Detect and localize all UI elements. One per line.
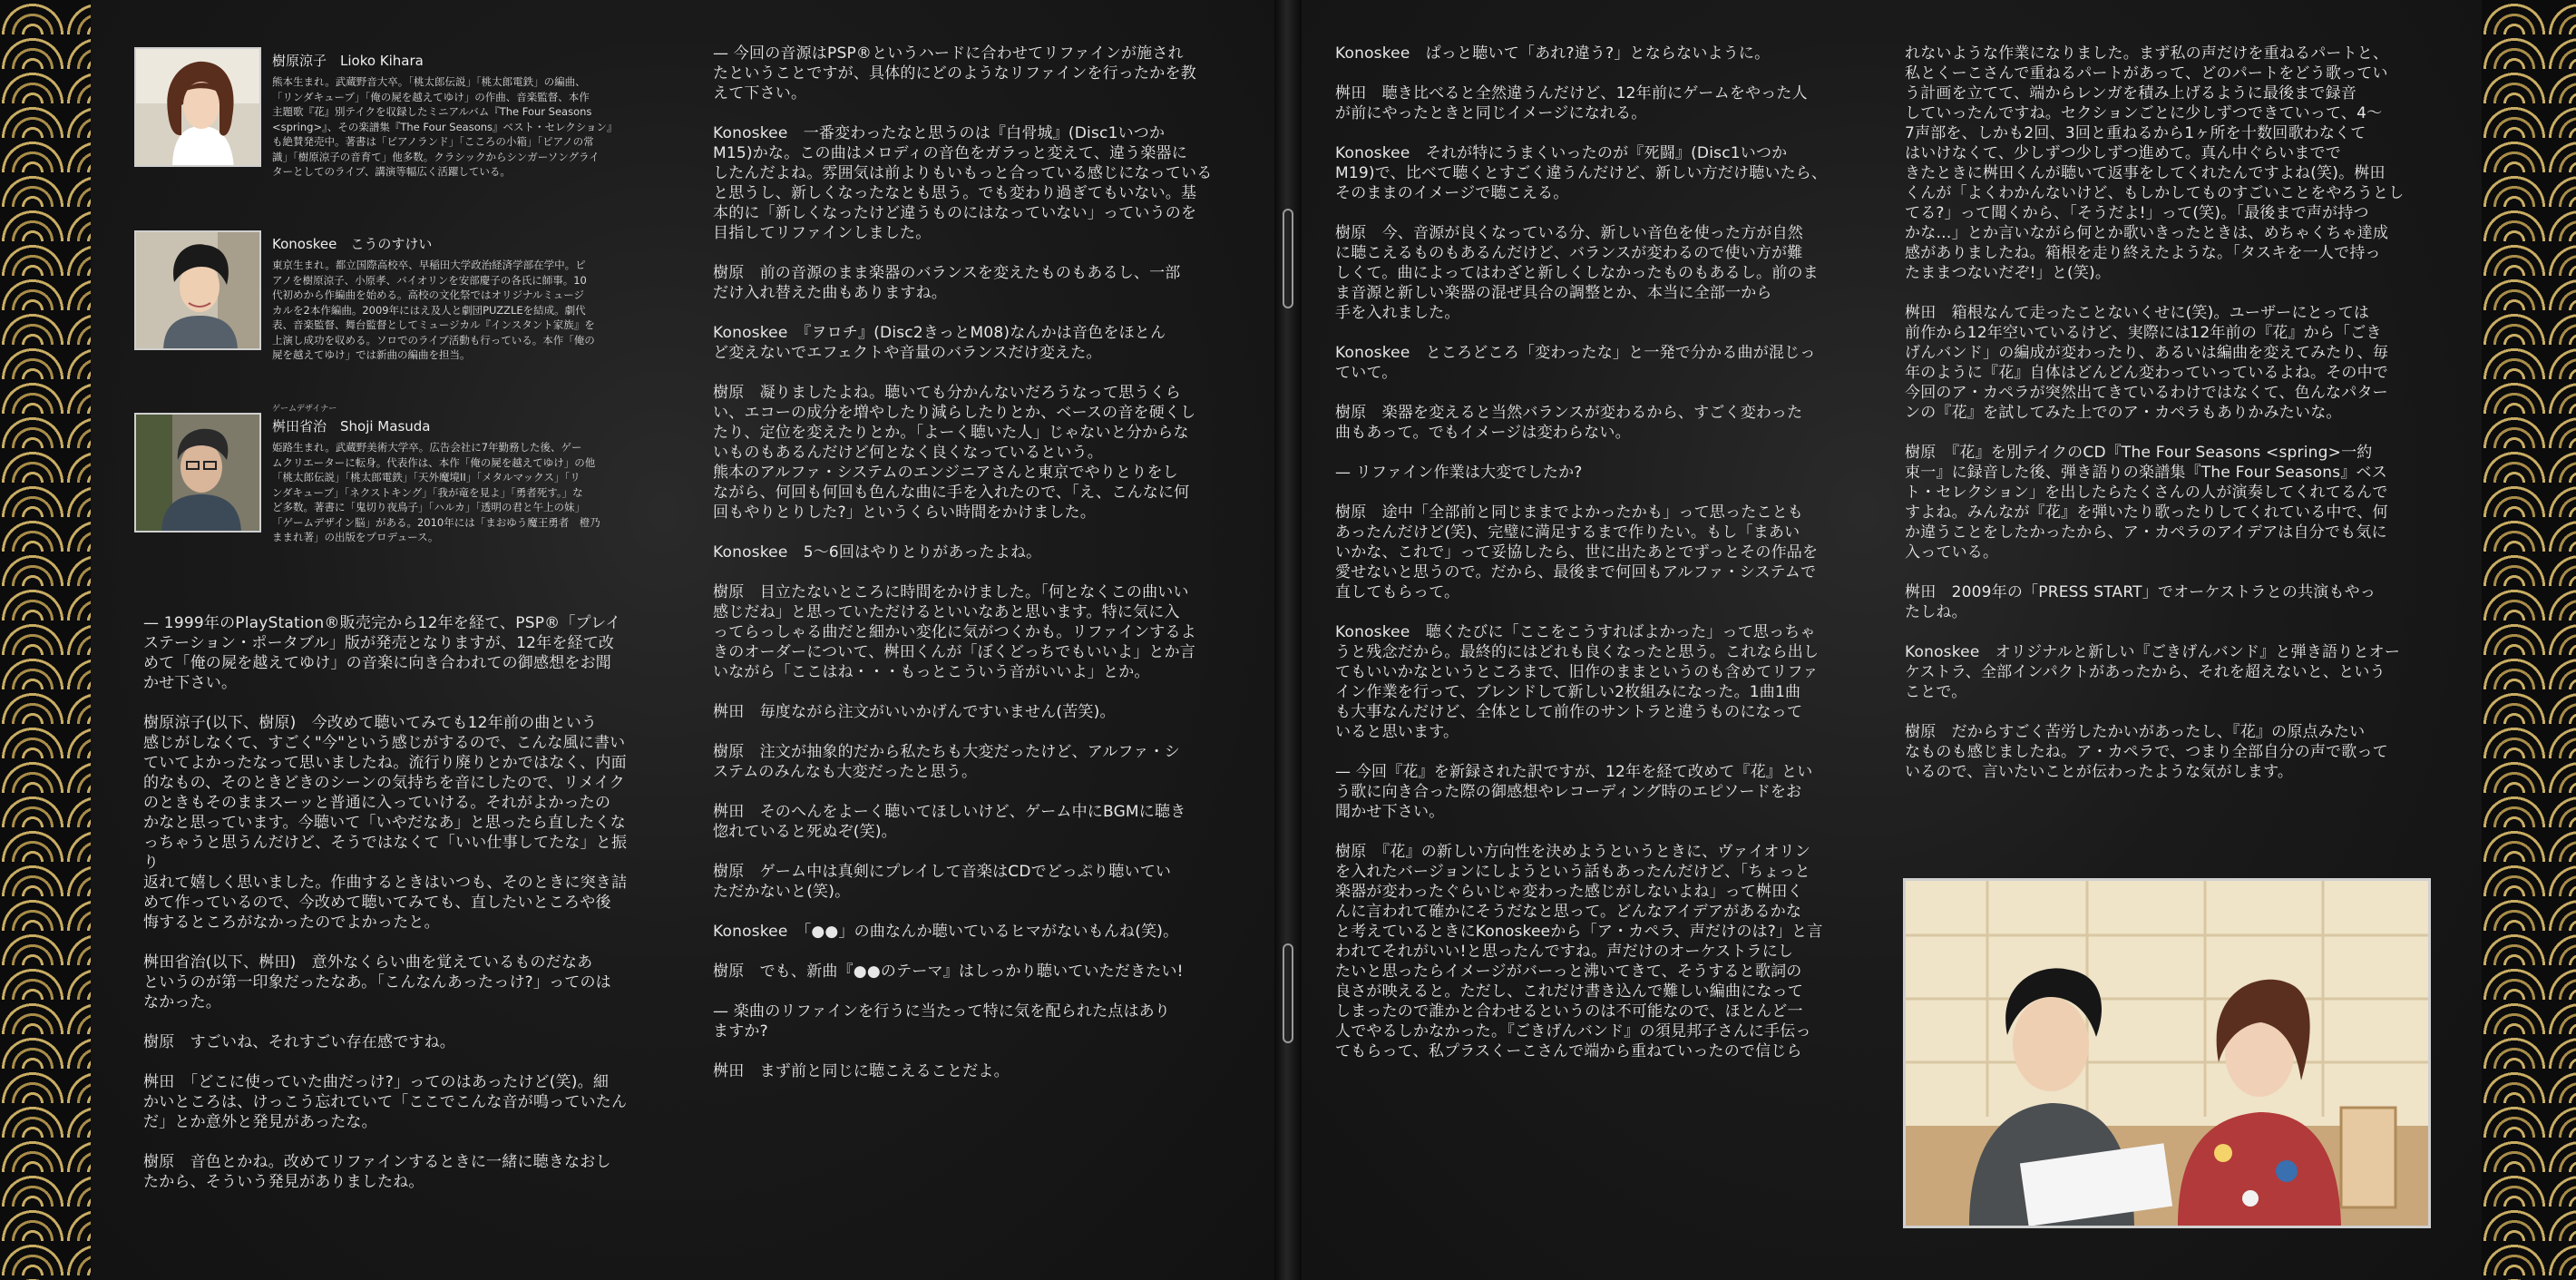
masuda-portrait-image: [136, 415, 261, 533]
interview-column-2: [713, 44, 1243, 1101]
paragraph: — 今回『花』を新録された訳ですが、12年を経て改めて『花』とい う歌に向き合った際の御感想やレコーディング時のエピソードをお 聞かせ下さい。: [1335, 763, 1813, 821]
paragraph: Konoskee ところどころ「変わったな」と一発で分かる曲が混じっ ていて。: [1335, 344, 1816, 382]
profile-masuda: [134, 405, 642, 599]
paragraph: 樹原 注文が抽象的だから私たちも大変だったけど、アルファ・シ ステムのみんなも大変だったと思う。: [713, 743, 1180, 781]
center-fold: [1274, 0, 1302, 1280]
profile-konoskee: [134, 230, 642, 416]
konoskee-bio: 東京生まれ。都立国際高校卒、早稲田大学政治経済学部在学中。ピ アノを樹原涼子、小原孝、バイオリンを安部慶子の各氏に師事。10 代初めから作編曲を始める。高校の文化祭ではオリジナルミュージ カルを2本作編曲。2009年にはえ及人と劇団PUZZLEを結成。劇代 表、音楽監督、舞台監督としてミュージカル『インスタント家族』を 上演し成功を収める。ソロでのライブ活動も行っている。本作「俺の 屍を越えてゆけ」では新曲の編曲を担当。: [272, 259, 595, 361]
paragraph: 桝田 まず前と同じに聴こえることだよ。: [713, 1062, 1010, 1080]
paragraph: — 今回の音源はPSP®というハードに合わせてリファインが施され たということですが、具体的にどのようなリファインを行ったかを教 えて下さい。: [713, 44, 1196, 103]
paragraph: 樹原 音色とかね。改めてリファインするときに一緒に聴きなおし たから、そういう発見がありましたね。: [143, 1153, 611, 1191]
paragraph: 樹原 今、音源が良くなっている分、新しい音色を使った方が自然 に聴こえるものもあるんだけど、バランスが変わるので使い方が難 しくて。曲によってはわざと新しくしなかったものもあるし。前のま ま音源と新しい楽器の混ぜ具合の調整とか、本当に全部一から 手を入れました。: [1335, 224, 1819, 322]
paragraph: Konoskee 5～6回はやりとりがあったよね。: [713, 543, 1042, 562]
paragraph: 樹原 だからすごく苦労したかいがあったし、『花』の原点みたい なものも感じましたね。ア・カペラで、つまり全部自分の声で歌って いるので、言いたいことが伝わったような気がします。: [1905, 723, 2388, 781]
paragraph: 桝田 聴き比べると全然違うんだけど、12年前にゲームをやった人 が前にやったときと同じイメージになれる。: [1335, 84, 1808, 122]
paragraph: 桝田省治(以下、桝田) 意外なくらい曲を覚えているものだなあ というのが第一印象だったなあ。「こんなんあったっけ?」ってのは なかった。: [143, 953, 611, 1011]
paragraph: 桝田 「どこに使っていた曲だっけ?」ってのはあったけど(笑)。細 かいところは、けっこう忘れていて「ここでこんな音が鳴っていたん だ」とか意外と発見があったな。: [143, 1073, 628, 1131]
interview-column-3: [1335, 44, 1865, 1081]
masuda-name: 桝田省治 Shoji Masuda: [272, 418, 431, 435]
paragraph: 樹原 目立たないところに時間をかけました。「何となくこの曲いい 感じだね」と思っていただけるといいなあと思います。特に気に入 ってらっしゃる曲だと細かい変化に気がつくかも。リファインするよ きのオーダーについて、桝田くんが「ぼくどっちでもいいよ」とか言 いながら「ここはね・・・もっとこういう音がいいよ」とか。: [713, 583, 1196, 681]
paragraph: Konoskee 一番変わったなと思うのは『白骨城』(Disc1いつか M15)かな。この曲はメロディの音色をガラっと変えて、違う楽器に したんだよね。雰囲気は前よりもいもっと合っている感じになっている と思うし、新しくなったなとも思う。でも変わり過ぎてもいない。基 本的に「新しくなったけど違うものにはなっていない」っていうのを 目指してリファインしました。: [713, 124, 1213, 242]
interview-column-1: [143, 613, 633, 1212]
interview-column-4: [1905, 44, 2435, 802]
left-wave-pattern-border: [0, 0, 91, 1280]
konoskee-portrait-image: [136, 232, 261, 350]
masuda-photo: [134, 413, 261, 533]
paragraph: Konoskee ぱっと聴いて「あれ?違う?」とならないように。: [1335, 44, 1771, 63]
kihara-name: 樹原涼子 Lioko Kihara: [272, 53, 424, 69]
paragraph: 桝田 2009年の「PRESS START」でオーケストラとの共演もやっ たしね。: [1905, 583, 2376, 621]
masuda-role: ゲームデザイナー: [272, 405, 337, 414]
paragraph: 桝田 そのへんをよーく聴いてほしいけど、ゲーム中にBGMに聴き 惚れていると死ぬぞ(笑)。: [713, 803, 1186, 841]
paragraph: れないような作業になりました。まず私の声だけを重ねるパートと、 私とくーこさんで重ねるパートがあって、どのパートをどう歌ってい う計画を立てて、端からレンガを積み上げるように最後まで録音 していったんですね。セクションごとに少しずつできていって、4～ 7声部を、しかも2回、3回と重ねるから1ヶ所を十数回歌わなくて はいけなくて、少しずつ少しずつ進めて。真ん中ぐらいまでで きたときに桝田くんが聴いて返事をしてくれたんですよね(笑)。桝田 くんが「よくわかんないけど、もしかしてものすごいことをやろうとし てる?」って聞くから、「そうだよ!」って(笑)。「最後まで声が持つ かな…」とか言いながら何とか歌いきったときは、めちゃくちゃ達成 感がありましたね。箱根を走り終えたような。「タスキを一人で持っ たままつないだぞ!」と(笑)。: [1905, 44, 2405, 282]
konoskee-photo: [134, 230, 261, 350]
konoskee-name: Konoskee こうのすけい: [272, 236, 433, 252]
paragraph: 樹原 楽器を変えると当然バランスが変わるから、すごく変わった 曲もあって。でもイメージは変わらない。: [1335, 404, 1803, 442]
paragraph: Konoskee 「●●」の曲なんか聴いているヒマがないもんね(笑)。: [713, 923, 1179, 941]
staple-bottom: [1283, 943, 1293, 1043]
right-wave-pattern-border: [2482, 0, 2576, 1280]
paragraph: 樹原 『花』を別テイクのCD『The Four Seasons <spring>一約 束一』に録音した後、弾き語りの楽譜集『The Four Seasons』ベス ト・セレクション」を出したらたくさんの人が演奏してくれてるんで すよね。みんなが『花』を弾いたり歌ったりしてくれている中で、何 か違うことをしたかったから、ア・カペラのアイデアは自分でも気に 入っている。: [1905, 444, 2388, 562]
paragraph: 樹原 前の音源のまま楽器のバランスを変えたものもあるし、一部 だけ入れ替えた曲もありますね。: [713, 264, 1181, 302]
paragraph: 樹原 『花』の新しい方向性を決めようというときに、ヴァイオリン を入れたバージョンにしようという話もあったんだけど、「ちょっと 楽器が変わったぐらいじゃ変わった感じがしないよね」って桝田く んに言われて確かにそうだなと思って。どんなアイデアがあるかな と考えているときにKonoskeeから「ア・カペラ、声だけのは?」と言 われてそれがいい!と思ったんですね。声だけのオーケストラにし たいと思ったらイメージがバーっと沸いてきて、そうすると歌詞の 良さが映えると。ただし、これだけ書き込んで難しい編曲になって しまったので誰かと合わせるというのは不可能なので、ほとんど一 人でやるしかなかった。『ごきげんバンド』の須見邦子さんに手伝っ てもらって、私プラスくーこさんで端から重ねていったので信じら: [1335, 843, 1823, 1060]
paragraph: Konoskee 『ヲロチ』(Disc2きっとM08)なんかは音色をほとん ど変えないでエフェクトや音量のバランスだけ変えた。: [713, 324, 1166, 362]
paragraph: 樹原 でも、新曲『●●のテーマ』はしっかり聴いていただきたい!: [713, 962, 1184, 981]
profile-kihara: [134, 47, 642, 233]
paragraph: 樹原 途中「全部前と同じままでよかったかも」って思ったことも あったんだけど(笑)、完璧に満足するまで作りたい。もし「まあい いかな、これで」って妥協したら、世に出たあとでずっとその作品を 愛せないと思うので。だから、最後まで何回もアルファ・システムで 直してもらって。: [1335, 503, 1819, 601]
paragraph: Konoskee それが特にうまくいったのが『死闘』(Disc1いつか M19)で、比べて聴くとすごく違うんだけど、新しい方だけ聴いたら、 そのままのイメージで聴こえる。: [1335, 144, 1828, 202]
staple-top: [1283, 209, 1293, 308]
paragraph: — リファイン作業は大変でしたか?: [1335, 464, 1583, 482]
paragraph: 樹原 ゲーム中は真剣にプレイして音楽はCDでどっぷり聴いてい ただかないと(笑)。: [713, 863, 1172, 901]
paragraph: 樹原涼子(以下、樹原) 今改めて聴いてみても12年前の曲という 感じがしなくて、すごく"今"という感じがするので、こんな風に書い ていてよかったなって思いましたね。流行り廃りとかではなく、内面 的なもの、そのときどきのシーンの気持ちを音にしたので、リメイク のときもそのままスーッと普通に入っていける。それがよかったの かなと思っています。今聴いて「いやだなあ」と思ったら直したくな っちゃうと思うんだけど、そうではなくて「いい仕事してたな」と振り 返れて嬉しく思いました。作曲するときはいつも、そのときに突き詰 めて作っているので、今改めて聴いてみても、直したいところや後 悔するところがなかったのでよかったと。: [143, 714, 628, 932]
interview-photo-image: [1906, 881, 2428, 1226]
kihara-portrait-image: [136, 49, 261, 167]
kihara-photo: [134, 47, 261, 167]
paragraph: — 1999年のPlayStation®販売完から12年を経て、PSP®「プレイ ステーション・ポータブル」版が発売となりますが、12年を経て改 めて「俺の屍を越えてゆけ」の音楽に向き合われての御感想をお聞 かせ下さい。: [143, 614, 621, 692]
paragraph: — 楽曲のリファインを行うに当たって特に気を配られた点はあり ますか?: [713, 1002, 1171, 1041]
paragraph: 桝田 毎度ながら注文がいいかげんですいません(苦笑)。: [713, 703, 1116, 721]
paragraph: Konoskee 聴くたびに「ここをこうすればよかった」って思っちゃ うと残念だから。最終的にはどれも良くなったと思う。これなら出し てもいいかなというところまで、旧作のままというのも含めてリファ イン作業を行って、ブレンドして新しい2枚組みになった。1曲1曲 も大事なんだけど、全体として前作のサントラと違うものになって いると思います。: [1335, 623, 1820, 741]
paragraph: 樹原 凝りましたよね。聴いても分かんないだろうなって思うくら い、エコーの成分を増やしたり減らしたりとか、ベースの音を硬くし たり、定位を変えたりとか。「よーく聴いた人」じゃないと分からな いものもあるんだけど何となく良くなっているという。 熊本のアルファ・システムのエンジニアさんと東京でやりとりをし ながら、何回も何回も色んな曲に手を入れたので、「え、こんなに何 回もやりとりした?」というくらい時間をかけました。: [713, 384, 1196, 522]
paragraph: 樹原 すごいね、それすごい存在感ですね。: [143, 1033, 455, 1051]
masuda-bio: 姫路生まれ。武蔵野美術大学卒。広告会社に7年勤務した後、ゲー ムクリエーターに転身。代表作は、本作「俺の屍を越えてゆけ」の他 「桃太郎伝説」「桃太郎電鉄」「天外魔境II」「メタルマックス」「リ ンダキューブ」「ネクストキング」「我が竜を見よ」「勇者死す。」な ど多数。著書に「鬼切り夜鳥子」「ハルカ」「透明の君と午上の妹」 「ゲームデザイン脳」がある。2010年には「まおゆう魔王勇者 橙乃 ままれ著」の出版をプロデュース。: [272, 441, 600, 543]
paragraph: Konoskee オリジナルと新しい『ごきげんバンド』と弾き語りとオー ケストラ、全部インパクトがあったから、それを超えないと、という ことで。: [1905, 643, 2401, 701]
interview-photo: [1903, 878, 2431, 1228]
kihara-bio: 熊本生まれ。武蔵野音大卒。「桃太郎伝説」「桃太郎電鉄」の編曲、 「リンダキューブ」「俺の屍を越えてゆけ」の作曲、音楽監督、本作 主題歌『花』別テイクを収録したミニアルバム『The Four Seasons <spring>』、その楽譜集『The Four Seasons』ベスト・セレクション』 も絶賛発売中。著書は「ピアノランド」「こころの小箱」「ピアノの常 識」「樹原涼子の音育て」他多数。クラシックからシンガーソングライ ターとしてのライブ、講演等幅広く活躍している。: [272, 75, 618, 178]
paragraph: 桝田 箱根なんて走ったことないくせに(笑)。ユーザーにとっては 前作から12年空いているけど、実際には12年前の『花』から「ごき げんバンド」の編成が変わったり、あるいは編曲を変えてみたり、毎 年のように『花』自体はどんどん変わっていっているよね。その中で 今回のア・カペラが突然出てきているわけではなくて、色んなパター ンの『花』を試してみた上でのア・カペラもありかみたいな。: [1905, 304, 2389, 422]
